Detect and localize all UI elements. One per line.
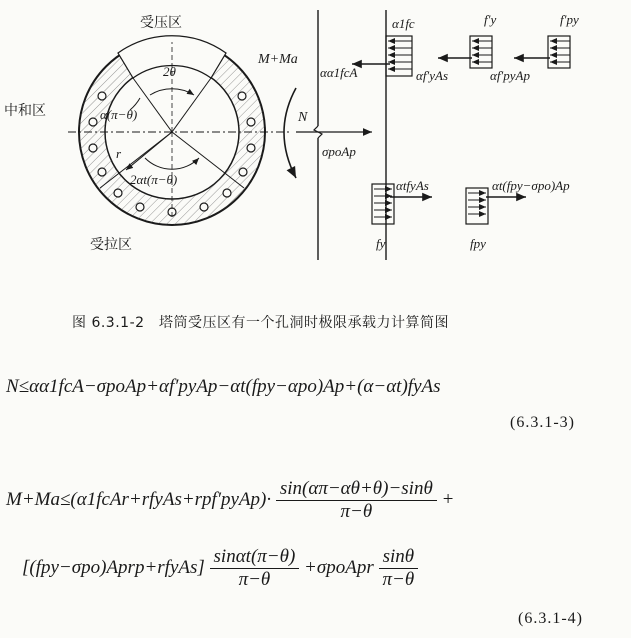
- label-force-prestress-comp: αf′pyAp: [490, 68, 530, 83]
- label-axial-force: N: [298, 110, 308, 125]
- eq2-frac1-numerator: sin(απ−αθ+θ)−sinθ: [276, 478, 437, 501]
- moment-arrow: [284, 88, 296, 178]
- stress-block-fc: [352, 36, 412, 76]
- equation-number-1: (6.3.1-3): [510, 414, 575, 431]
- eq2-frac2-numerator: sinαt(π−θ): [210, 546, 300, 569]
- eq2-line2-left: [(fpy−σpo)Aprp+rfyAs]: [22, 556, 205, 578]
- label-neutral-zone: 中和区: [4, 103, 46, 119]
- equation-number-2: (6.3.1-4): [518, 610, 583, 627]
- stress-block-fy-prime: [438, 36, 492, 68]
- label-stress-fpy: fpy: [470, 236, 486, 251]
- label-radius: r: [116, 146, 122, 161]
- eq2-line1-end: +: [441, 488, 455, 510]
- label-stress-fy-prime: f′y: [484, 12, 497, 27]
- eq2-fraction-1: [276, 478, 437, 523]
- stress-block-fpy-prime: [514, 36, 570, 68]
- label-force-concrete: αα1fcA: [320, 65, 358, 80]
- eq2-frac3-denominator: π−θ: [382, 569, 415, 590]
- label-force-steel-tension: αtfyAs: [396, 178, 429, 193]
- eq2-frac1-denominator: π−θ: [340, 501, 373, 522]
- label-force-steel-comp: αf′yAs: [416, 68, 449, 83]
- tower-section: [68, 36, 290, 225]
- label-stress-fc: α1fc: [392, 16, 415, 31]
- eq2-fraction-3: [379, 546, 419, 591]
- eq2-line1-left: M+Ma≤(α1fcAr+rfyAs+rpf′pyAp)·: [6, 488, 272, 510]
- diagram: [0, 0, 631, 300]
- label-moment: M+Ma: [258, 52, 298, 67]
- eq2-line2-mid: +σpoApr: [304, 556, 374, 578]
- eq2-frac3-numerator: sinθ: [379, 546, 419, 569]
- label-tension-zone: 受拉区: [90, 237, 132, 253]
- equation-6-3-1-4-line1: [6, 478, 454, 523]
- label-stress-fpy-prime: f′py: [560, 12, 579, 27]
- equation-6-3-1-3: N≤αα1fcA−σpoAp+αf′pyAp−αt(fpy−αpo)Ap+(α−αt)fyAs: [6, 376, 441, 397]
- label-angle-2theta: 2θ: [163, 64, 176, 79]
- label-angle-alpha-t: 2αt(π−θ): [130, 172, 178, 187]
- eq2-fraction-2: [210, 546, 300, 591]
- equation-6-3-1-4-line2: [22, 546, 418, 591]
- label-force-prestress-tension: αt(fpy−σpo)Ap: [492, 178, 570, 193]
- eq2-frac2-denominator: π−θ: [238, 569, 271, 590]
- label-stress-fy: fy: [376, 236, 386, 251]
- figure-caption: 图 6.3.1-2 塔筒受压区有一个孔洞时极限承载力计算简图: [72, 315, 450, 331]
- label-compression-zone: 受压区: [140, 15, 182, 31]
- label-angle-alpha: α(π−θ): [100, 107, 138, 122]
- label-force-prestress-axis: σpoAp: [322, 144, 356, 159]
